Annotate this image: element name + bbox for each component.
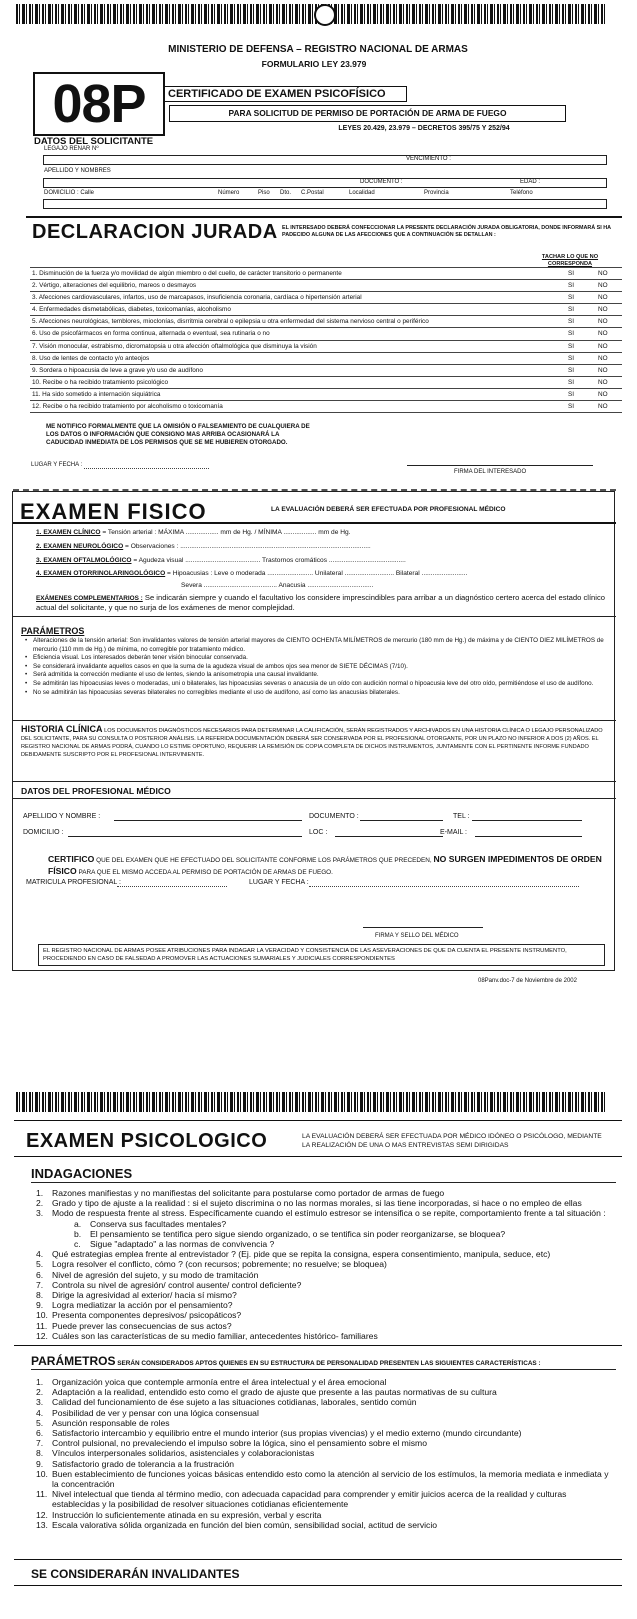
declaration-item: 6. Uso de psicofármacos en forma continua, alternada o eventual, sea rutinaria o no SI NO xyxy=(30,328,622,340)
matricula-label: MATRICULA PROFESIONAL : xyxy=(26,879,121,886)
indagacion-item: b. El pensamiento se tentifica pero sigue siendo organizado, o se tentifica sin poder reorganizarse, se bloquea? xyxy=(74,1228,506,1239)
numero-label: Número xyxy=(218,190,240,196)
cpostal-label: C.Postal xyxy=(301,190,324,196)
neuro-label: 2. EXAMEN NEUROLÓGICO xyxy=(36,543,124,550)
clinico-label: 1. EXAMEN CLÍNICO xyxy=(36,529,101,536)
doctor-domicilio-label: DOMICILIO : xyxy=(23,829,64,836)
doctor-tel-label: TEL : xyxy=(453,813,470,820)
localidad-label: Localidad xyxy=(349,190,375,196)
lugar-fecha-line[interactable] xyxy=(84,468,209,469)
domicilio-field[interactable] xyxy=(43,199,607,209)
param-item: • Se considerará invalidante aquellos casos en que la suma de la agudeza visual de ambos ojos sea menor de SIETE DÉCIMAS (7/10). xyxy=(24,663,606,672)
form-law: FORMULARIO LEY 23.979 xyxy=(261,59,367,69)
si-option[interactable]: SI xyxy=(568,306,575,314)
applicant-section-title: DATOS DEL SOLICITANTE xyxy=(34,136,154,147)
param-item: • Se admitirán las hipoacusias leves o moderadas, uni o bilaterales, las hipoacusias severas o anacusia de un oído con audición normal o hipoacusia leve del otro oído, permitiéndose el uso de audífono. xyxy=(24,680,606,689)
indagacion-item: 2. Grado y tipo de ajuste a la realidad : si el sujeto discrimina o no las normas morales, si las tiene incorporadas, si hace o no empleo de ellas xyxy=(36,1198,582,1209)
doctor-loc-label: LOC : xyxy=(309,829,328,836)
no-option[interactable]: NO xyxy=(598,270,608,277)
indagacion-item: 6. Nivel de agresión del sujeto, y su modo de tramitación xyxy=(36,1269,259,1280)
psych-params-list xyxy=(14,1377,614,1530)
declaration-item: 1. Disminución de la fuerza y/o movilidad de algún miembro o del cuello, de carácter transitorio o permanente SI NO xyxy=(30,268,622,280)
no-option[interactable]: NO xyxy=(598,403,608,411)
doctor-tel-field[interactable] xyxy=(472,820,582,821)
psych-note: LA EVALUACIÓN DEBERÁ SER EFECTUADA POR MÉDICO IDÓNEO O PSICÓLOGO, MEDIANTE LA REALIZACIÓN DE UNA O MAS ENTREVISTAS SEMI DIRIGIDAS xyxy=(302,1133,602,1150)
declaration-item: 2. Vértigo, alteraciones del equilibrio, mareos o desmayos SI NO xyxy=(30,280,622,292)
historia-text: LOS DOCUMENTOS DIAGNÓSTICOS NECESARIOS PARA DETERMINAR LA CALIFICACIÓN, SERÁN REGISTRADOS Y ARCHIVADOS EN UNA HISTORIA CLÍNICA O LEGAJO PERSONALIZADO DEL SOLICITANTE, PARA SU CONSULTA O POSTERIOR ANÁLISIS. LA REFERIDA DOCUMENTACIÓN DEBERÁ SER CONSERVADA POR EL PROFESIONAL OTORGANTE, POR UN PLAZO NO INFERIOR A DOS (2) AÑOS. EL REGISTRO NACIONAL DE ARMAS PODRÁ, CUANDO LO ESTIME OPORTUNO, REQUERIR LA REMISIÓN DE COPIA COMPLETA DE DICHOS INSTRUMENTOS, JUNTAMENTE CON EL PERTINENTE INFORME FUNDADO DEBIDAMENTE SUSCRIPTO POR EL PROFESIONAL INTERVINIENTE. xyxy=(21,728,603,758)
indagaciones-title: INDAGACIONES xyxy=(31,1166,133,1181)
oftalmo-label: 3. EXAMEN OFTALMOLÓGICO xyxy=(36,557,132,564)
physical-params-title: PARÁMETROS xyxy=(21,626,85,636)
firma-medico: FIRMA Y SELLO DEL MÉDICO xyxy=(375,933,459,939)
otorrino-text[interactable]: = Hipoacusias : Leve o moderada ......................... Unilateral ........................... Bilateral ......................... xyxy=(167,570,468,577)
indagacion-item: 9. Logra mediatizar la acción por el pensamiento? xyxy=(36,1300,233,1311)
provincia-label: Provincia xyxy=(424,190,449,196)
no-option[interactable]: NO xyxy=(598,318,608,326)
doctor-documento-field[interactable] xyxy=(360,820,443,821)
psych-param-item: 8. Vínculos interpersonales solidarios, asistenciales y colaboracionistas xyxy=(36,1448,315,1459)
psych-param-item: 12. Instrucción lo suficientemente atinada en su expresión, verbal y escrita xyxy=(36,1509,322,1520)
no-option[interactable]: NO xyxy=(598,294,608,302)
domicilio-label: DOMICILIO : Calle xyxy=(44,190,95,196)
apellido-field[interactable] xyxy=(43,178,607,188)
si-option[interactable]: SI xyxy=(568,366,575,374)
indagacion-item: c. Sigue "adaptado" a las normas de convivencia ? xyxy=(74,1239,275,1250)
documento-label: DOCUMENTO : xyxy=(360,179,403,185)
psych-param-item: 9. Satisfactorio grado de tolerancia a la frustración xyxy=(36,1458,235,1469)
page-3 xyxy=(14,1092,622,1619)
param-item: • Será admitida la corrección mediante el uso de lentes, siendo la anisometropia una causal invalidante. xyxy=(24,671,606,680)
param-item: • Alteraciones de la tensión arterial: Son invalidantes valores de tensión arterial mayores de CIENTO OCHENTA MILÍMETROS de mercurio (180 mm de Hg.) de máxima y de CIENTO DIEZ MILÍMETROS de mercurio (110 mm de Hg.) de mínima, no corregible por tratamiento médico. xyxy=(24,637,606,654)
indagacion-item: 4. Qué estrategias emplea frente al entrevistador ? (Ej. pide que se repita la consigna, espera consentimiento, manipula, seduce, etc) xyxy=(36,1249,551,1260)
argentina-seal-icon xyxy=(314,4,336,26)
no-option[interactable]: NO xyxy=(598,354,608,362)
declaration-title: DECLARACION JURADA xyxy=(32,221,278,243)
historia-title: HISTORIA CLÍNICA xyxy=(21,724,103,734)
indagacion-item: 10. Presenta componentes depresivos/ psicopáticos? xyxy=(36,1310,242,1321)
clinico-text[interactable]: = Tensión arterial : MÁXIMA .................. mm de Hg. / MÍNIMA .................. mm de Hg. xyxy=(102,529,351,536)
psych-param-item: 6. Satisfactorio intercambio y equilibrio entre el mundo interior (sus propias vivencias) y el medio externo (mundo circundante) xyxy=(36,1428,522,1439)
edad-label: EDAD : xyxy=(520,179,541,185)
cert-subtitle: PARA SOLICITUD DE PERMISO DE PORTACIÓN DE ARMA DE FUEGO xyxy=(169,105,566,122)
param-item: • No se admitirán las hipoacusias severas bilaterales no corregibles mediante el uso de audífono, así como las anacusias bilaterales. xyxy=(24,689,606,698)
physical-note: LA EVALUACIÓN DEBERÁ SER EFECTUADA POR PROFESIONAL MÉDICO xyxy=(271,506,506,513)
indagacion-item: 11. Puede prever las consecuencias de sus actos? xyxy=(36,1320,232,1331)
legajo-label: LEGAJO RENAR Nº xyxy=(44,146,99,152)
doctor-lugar-field[interactable] xyxy=(309,886,579,887)
indagacion-item: 1. Razones manifiestas y no manifiestas del solicitante para postularse como portador de armas de fuego xyxy=(36,1188,445,1198)
declaration-list xyxy=(30,267,622,413)
doctor-email-label: E-MAIL : xyxy=(440,829,467,836)
complementarios-label: EXÁMENES COMPLEMENTARIOS : xyxy=(36,595,143,602)
form-code: 08P xyxy=(33,72,165,136)
indagacion-item: 5. Logra resolver el conflicto, cómo ? (con recursos; pobremente; no resuelve; se bloquea) xyxy=(36,1259,387,1270)
otorrino-severa-text[interactable]: Severa ........................................ Anacusia .................................... xyxy=(181,582,374,589)
invalidantes-title: SE CONSIDERARÁN INVALIDANTES xyxy=(31,1567,240,1581)
dto-label: Dto. xyxy=(280,190,292,196)
si-option[interactable]: SI xyxy=(568,270,575,277)
psych-param-item: 5. Asunción responsable de roles xyxy=(36,1417,170,1428)
no-option[interactable]: NO xyxy=(598,342,608,350)
no-option[interactable]: NO xyxy=(598,306,608,314)
si-option[interactable]: SI xyxy=(568,354,575,362)
psych-param-item: 4. Posibilidad de ver y pensar con una lógica consensual xyxy=(36,1407,259,1418)
doctor-apellido-label: APELLIDO Y NOMBRE : xyxy=(23,813,101,820)
indagacion-item: a. Conserva sus facultades mentales? xyxy=(74,1218,227,1229)
physical-title: EXAMEN FISICO xyxy=(20,499,207,524)
psych-param-item: 2. Adaptación a la realidad, entendido esto como el grado de ajuste que presente a las pautas normativas de su cultura xyxy=(36,1387,497,1398)
declaration-item: 5. Afecciones neurológicas, temblores, mioclonías, disrritmia cerebral o epilepsia u otra enfermedad del sistema nervioso central o periférico SI NO xyxy=(30,316,622,328)
legal-notice: EL REGISTRO NACIONAL DE ARMAS POSEE ATRIBUCIONES PARA INDAGAR LA VERACIDAD Y CONSISTENCIA DE LAS ASEVERACIONES DE QUE DA CUENTA EL PRESENTE INSTRUMENTO, PROCEDIENDO EN CASO DE FALSEDAD A PROMOVER LAS ACTUACIONES SUMARIALES Y JUDICIALES CORRESPONDIENTES xyxy=(43,948,567,962)
physical-params-list xyxy=(24,637,606,697)
indagacion-item: 7. Controla su nivel de agresión/ control ausente/ control deficiente? xyxy=(36,1279,302,1290)
page-2 xyxy=(12,491,615,971)
doctor-email-field[interactable] xyxy=(475,836,582,837)
psych-param-item: 10. Buen establecimiento de funciones yoicas básicas entendido esto como la atención al servicio de los estímulos, la memoria mediata e inmediata y la concentración xyxy=(36,1468,609,1490)
declaration-item: 4. Enfermedades dismetabólicas, diabetes, toxicomanías, alcoholismo SI NO xyxy=(30,304,622,316)
indagacion-item: 12. Cuáles son las características de su medio familiar, antecedentes histórico- familiares xyxy=(36,1330,378,1341)
no-option[interactable]: NO xyxy=(598,366,608,374)
vencimiento-label: VENCIMIENTO : xyxy=(406,156,451,162)
no-option[interactable]: NO xyxy=(598,378,608,386)
no-option[interactable]: NO xyxy=(598,282,608,290)
piso-label: Piso xyxy=(258,190,270,196)
certifico-statement: CERTIFICO QUE DEL EXAMEN QUE HE EFECTUADO DEL SOLICITANTE CONFORME LOS PARÁMETROS QUE PRECEDEN, NO SURGEN IMPEDIMENTOS DE ORDEN FÍSICO PARA QUE EL MISMO ACCEDA AL PERMISO DE PORTACIÓN DE ARMAS DE FUEGO. xyxy=(48,854,602,876)
psych-title: EXAMEN PSICOLOGICO xyxy=(26,1130,268,1152)
declaration-item: 3. Afecciones cardiovasculares, infartos, uso de marcapasos, insuficiencia coronaria, cardíaca o hipertensión arterial SI NO xyxy=(30,292,622,304)
indagacion-item: 3. Modo de respuesta frente al stress. Específicamente cuando el estímulo estresor se intensifica o se repite, comportamiento frente a tal situación : xyxy=(36,1208,606,1219)
declaration-item: 10. Recibe o ha recibido tratamiento psicológico SI NO xyxy=(30,377,622,389)
no-option[interactable]: NO xyxy=(598,390,608,398)
firma-interesado: FIRMA DEL INTERESADO xyxy=(454,469,527,475)
psych-param-item: 1. Organización yoica que contemple armonía entre el área intelectual y el área emocional xyxy=(36,1377,387,1387)
otorrino-label: 4. EXAMEN OTORRINOLARINGOLÓGICO xyxy=(36,570,166,577)
barcode-bottom xyxy=(16,1092,606,1112)
doctor-apellido-field[interactable] xyxy=(114,820,302,821)
legajo-field[interactable] xyxy=(43,155,607,165)
psych-params-note: SERÁN CONSIDERADOS APTOS QUIENES EN SU ESTRUCTURA DE PERSONALIDAD PRESENTEN LAS SIGUIENTES CARACTERÍSTICAS : xyxy=(117,1360,541,1367)
doctor-lugar-label: LUGAR Y FECHA : xyxy=(249,879,309,886)
doctor-section-title: DATOS DEL PROFESIONAL MÉDICO xyxy=(21,786,171,796)
oftalmo-text[interactable]: = Agudeza visual ......................................... Trastornos cromáticos .......................................... xyxy=(133,557,406,564)
doctor-documento-label: DOCUMENTO : xyxy=(309,813,359,820)
ministry-title: MINISTERIO DE DEFENSA – REGISTRO NACIONAL DE ARMAS xyxy=(168,44,468,55)
si-option[interactable]: SI xyxy=(568,282,575,290)
complementarios-text: Se indicarán siempre y cuando el facultativo los considere imprescindibles para arribar a un diagnóstico certero acerca del estado clínico actual del solicitante, y que no surja de los exámenes de menor complejidad. xyxy=(36,593,605,613)
indagacion-item: 8. Dirige la agresividad al exterior/ hacia sí mismo? xyxy=(36,1290,237,1301)
declaration-item: 11. Ha sido sometido a internación siquiátrica SI NO xyxy=(30,389,622,401)
declaration-item: 12. Recibe o ha recibido tratamiento por alcoholismo o toxicomanía SI NO xyxy=(30,401,622,413)
tachar-header: TACHAR LO QUE NO CORRESPONDA xyxy=(541,254,599,267)
psych-param-item: 13. Escala valorativa sólida organizada en función del bien común, sensibilidad social, actitud de servicio xyxy=(36,1519,438,1530)
no-option[interactable]: NO xyxy=(598,330,608,338)
psych-params-title: PARÁMETROS xyxy=(31,1354,116,1368)
telefono-label: Teléfono xyxy=(510,190,533,196)
laws-decrees: LEYES 20.429, 23.979 – DECRETOS 395/75 Y 252/94 xyxy=(338,125,510,132)
si-option[interactable]: SI xyxy=(568,318,575,326)
barcode-top xyxy=(16,4,606,24)
si-option[interactable]: SI xyxy=(568,330,575,338)
declaration-instruction: EL INTERESADO DEBERÁ CONFECCIONAR LA PRESENTE DECLARACIÓN JURADA OBLIGATORIA, DONDE INFORMARÁ SI HA PADECIDO ALGUNA DE LAS AFECCIONES QUE A CONTINUACIÓN SE DETALLAN : xyxy=(282,225,611,238)
declaration-item: 9. Sordera o hipoacusia de leve a grave y/o uso de audífono SI NO xyxy=(30,365,622,377)
doctor-loc-field[interactable] xyxy=(335,836,443,837)
psych-param-item: 11. Nivel intelectual que tienda al término medio, con adecuada capacidad para comprender y emitir juicios acerca de la realidad y culturas establecidas y la posibilidad de resolver situaciones cotidianas eficientemente xyxy=(36,1489,567,1510)
matricula-field[interactable] xyxy=(117,886,227,887)
indagaciones-list xyxy=(14,1188,622,1341)
declaration-item: 8. Uso de lentes de contacto y/o anteojos SI NO xyxy=(30,353,622,365)
psych-param-item: 3. Calidad del funcionamiento de ése sujeto a las situaciones cotidianas, laborales, sentido común xyxy=(36,1397,417,1408)
cert-title: CERTIFICADO DE EXAMEN PSICOFÍSICO xyxy=(164,86,407,102)
apellido-label: APELLIDO Y NOMBRES xyxy=(44,168,111,174)
psych-param-item: 7. Control pulsional, no prevaleciendo el impulso sobre la lógica, sino el pensamiento sobre el mismo xyxy=(36,1438,427,1449)
neuro-text[interactable]: = Observaciones : ........................................................................................................ xyxy=(125,543,371,550)
si-option[interactable]: SI xyxy=(568,390,575,398)
si-option[interactable]: SI xyxy=(568,342,575,350)
notification-notice: ME NOTIFICO FORMALMENTE QUE LA OMISIÓN O FALSEAMIENTO DE CUALQUIERA DE LOS DATOS O INFORMACIÓN QUE CONSIGNO MAS ARRIBA OCASIONARÁ LA CADUCIDAD INMEDIATA DE LOS PERMISOS QUE SE ME HUBIEREN OTORGADO. xyxy=(46,423,310,447)
lugar-fecha-label: LUGAR Y FECHA : xyxy=(31,462,83,468)
param-item: • Eficiencia visual. Los interesados deberán tener visión binocular conservada. xyxy=(24,654,606,663)
page-1 xyxy=(14,4,622,476)
si-option[interactable]: SI xyxy=(568,403,575,411)
si-option[interactable]: SI xyxy=(568,294,575,302)
declaration-item: 7. Visión monocular, estrabismo, dicromatopsia u otra afección oftalmológica que disminuya la visión SI NO xyxy=(30,341,622,353)
si-option[interactable]: SI xyxy=(568,378,575,386)
file-reference: 08Panv.doc-7 de Noviembre de 2002 xyxy=(478,978,577,984)
doctor-domicilio-field[interactable] xyxy=(68,836,302,837)
